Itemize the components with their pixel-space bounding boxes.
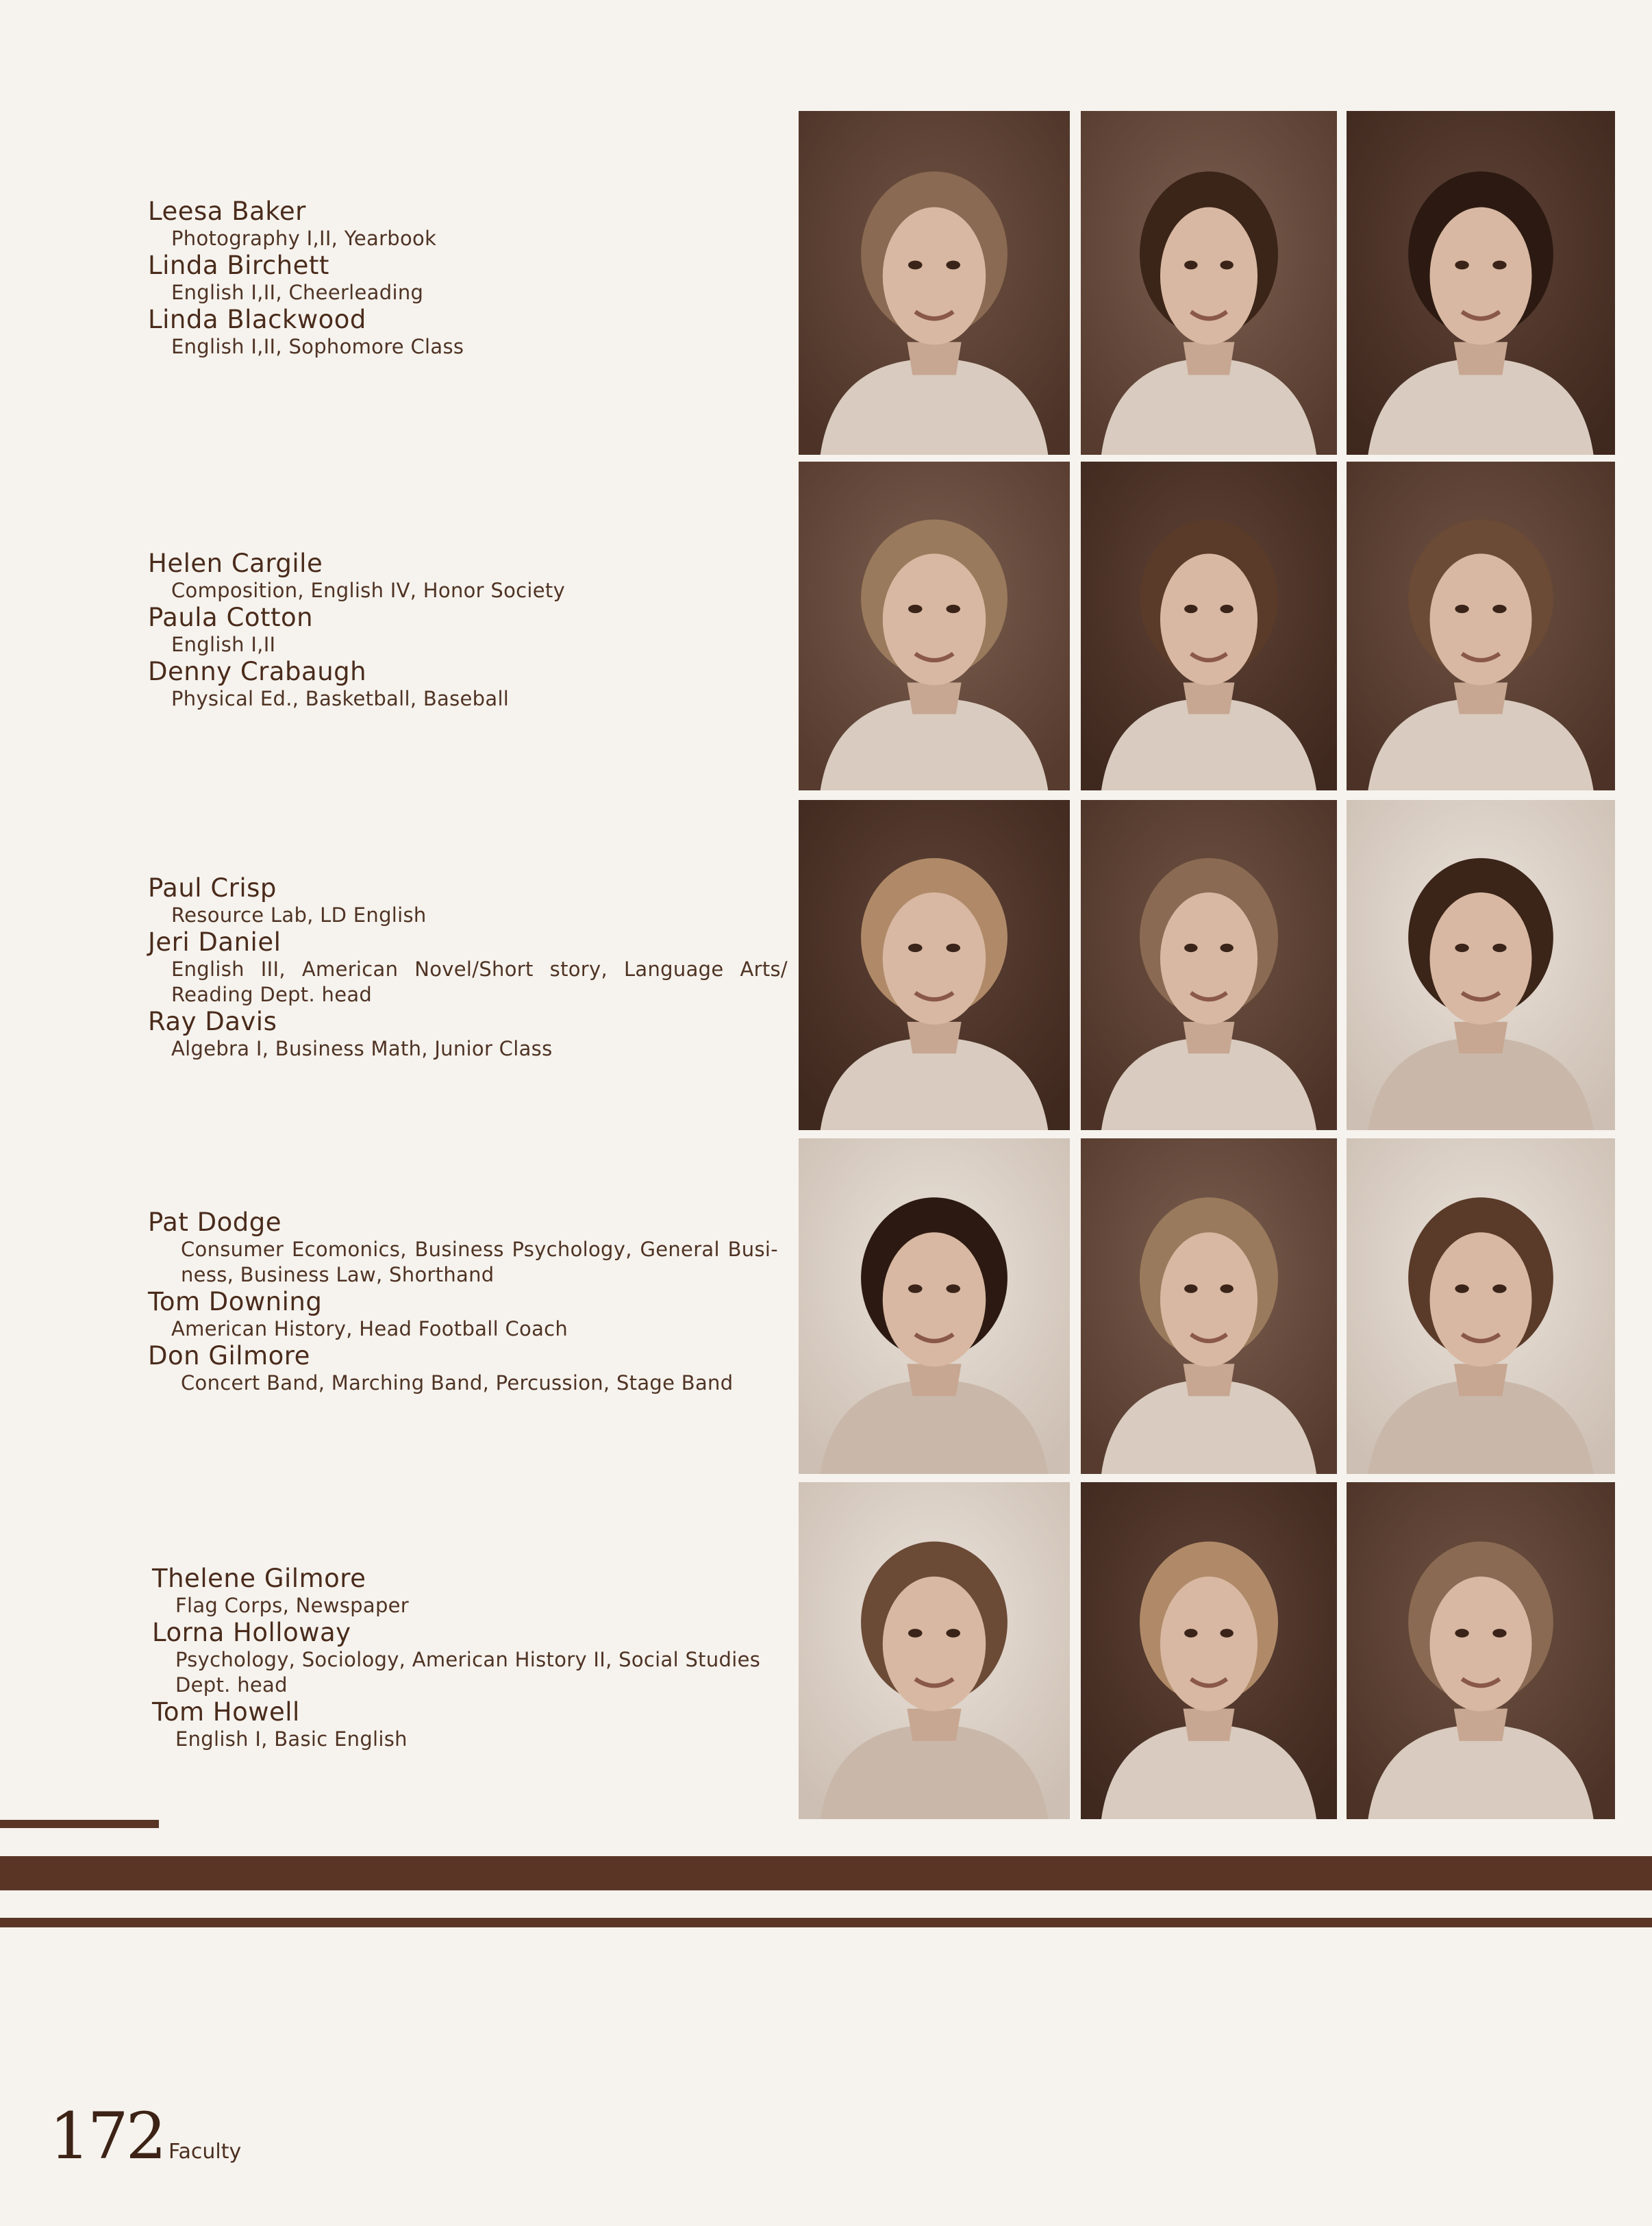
faculty-name: Tom Howell: [152, 1697, 300, 1727]
faculty-portrait: [1081, 1482, 1337, 1819]
faculty-description: Concert Band, Marching Band, Percussion, Stage Band: [181, 1371, 734, 1395]
faculty-description: English I, Basic English: [175, 1727, 408, 1751]
faculty-name: Tom Downing: [148, 1287, 323, 1316]
faculty-name: Linda Birchett: [148, 251, 329, 280]
faculty-portrait: [1081, 1138, 1337, 1474]
faculty-description: Physical Ed., Basketball, Baseball: [171, 687, 510, 710]
faculty-portrait: [1347, 111, 1615, 455]
faculty-name: Leesa Baker: [148, 197, 306, 226]
faculty-entry: [148, 1342, 778, 1396]
faculty-entry: [148, 874, 778, 928]
faculty-entry: [148, 197, 778, 251]
faculty-entry: [152, 1564, 782, 1618]
faculty-group-3: [148, 873, 788, 1062]
thin-rule: [0, 1918, 1652, 1927]
faculty-name: Jeri Daniel: [148, 927, 281, 957]
faculty-description: Algebra I, Business Math, Junior Class: [171, 1037, 553, 1060]
faculty-description: English III, American Novel/Short story, Language Arts/ Reading Dept. head: [171, 958, 788, 1006]
faculty-group-5: [152, 1564, 782, 1752]
faculty-portrait: [1081, 800, 1337, 1130]
faculty-entry: [148, 1008, 778, 1062]
faculty-entry: [148, 251, 778, 305]
faculty-name: Linda Blackwood: [148, 305, 366, 334]
faculty-entry: [148, 927, 788, 1008]
faculty-portrait: [1081, 462, 1337, 790]
faculty-group-4: [148, 1208, 778, 1396]
thick-rule: [0, 1856, 1652, 1890]
faculty-description: Photography I,II, Yearbook: [171, 227, 437, 250]
faculty-portrait: [799, 1138, 1070, 1474]
faculty-portrait: [1347, 800, 1615, 1130]
faculty-name: Denny Crabaugh: [148, 657, 367, 686]
faculty-portrait: [799, 1482, 1070, 1819]
faculty-description: English I,II, Sophomore Class: [171, 335, 464, 358]
faculty-entry: [148, 549, 778, 603]
faculty-portrait: [799, 462, 1070, 790]
faculty-portrait: [799, 800, 1070, 1130]
faculty-entry: [152, 1698, 782, 1752]
faculty-entry: [148, 1288, 778, 1342]
faculty-portrait: [1347, 1482, 1615, 1819]
faculty-description: English I,II, Cheerleading: [171, 281, 424, 304]
faculty-name: Helen Cargile: [148, 549, 323, 578]
faculty-name: Pat Dodge: [148, 1208, 281, 1237]
faculty-description: Psychology, Sociology, American History II, Social Studies Dept. head: [175, 1648, 761, 1697]
faculty-name: Thelene Gilmore: [152, 1564, 366, 1593]
faculty-portrait: [1347, 462, 1615, 790]
faculty-entry: [148, 658, 778, 712]
faculty-name: Lorna Holloway: [152, 1618, 351, 1647]
section-label: Faculty: [168, 2140, 242, 2164]
faculty-description: English I,II: [171, 633, 276, 656]
faculty-entry: [148, 305, 778, 360]
faculty-group-1: [148, 197, 778, 360]
faculty-name: Paula Cotton: [148, 603, 314, 632]
page-number: 172: [49, 2099, 164, 2174]
faculty-description: Consumer Ecomonics, Business Psychology, General Busi- ness, Business Law, Shorthand: [181, 1238, 778, 1286]
faculty-name: Paul Crisp: [148, 873, 277, 903]
faculty-entry: [148, 1208, 778, 1288]
faculty-name: Don Gilmore: [148, 1341, 310, 1371]
faculty-portrait: [1347, 1138, 1615, 1474]
faculty-group-2: [148, 549, 778, 712]
faculty-description: Resource Lab, LD English: [171, 903, 427, 927]
faculty-portrait: [799, 111, 1070, 455]
faculty-entry: [152, 1618, 782, 1698]
faculty-description: Composition, English IV, Honor Society: [171, 579, 566, 602]
faculty-portrait: [1081, 111, 1337, 455]
faculty-description: Flag Corps, Newspaper: [175, 1594, 410, 1617]
short-rule: [0, 1820, 159, 1828]
faculty-name: Ray Davis: [148, 1007, 277, 1036]
faculty-entry: [148, 603, 778, 658]
faculty-description: American History, Head Football Coach: [171, 1317, 568, 1340]
